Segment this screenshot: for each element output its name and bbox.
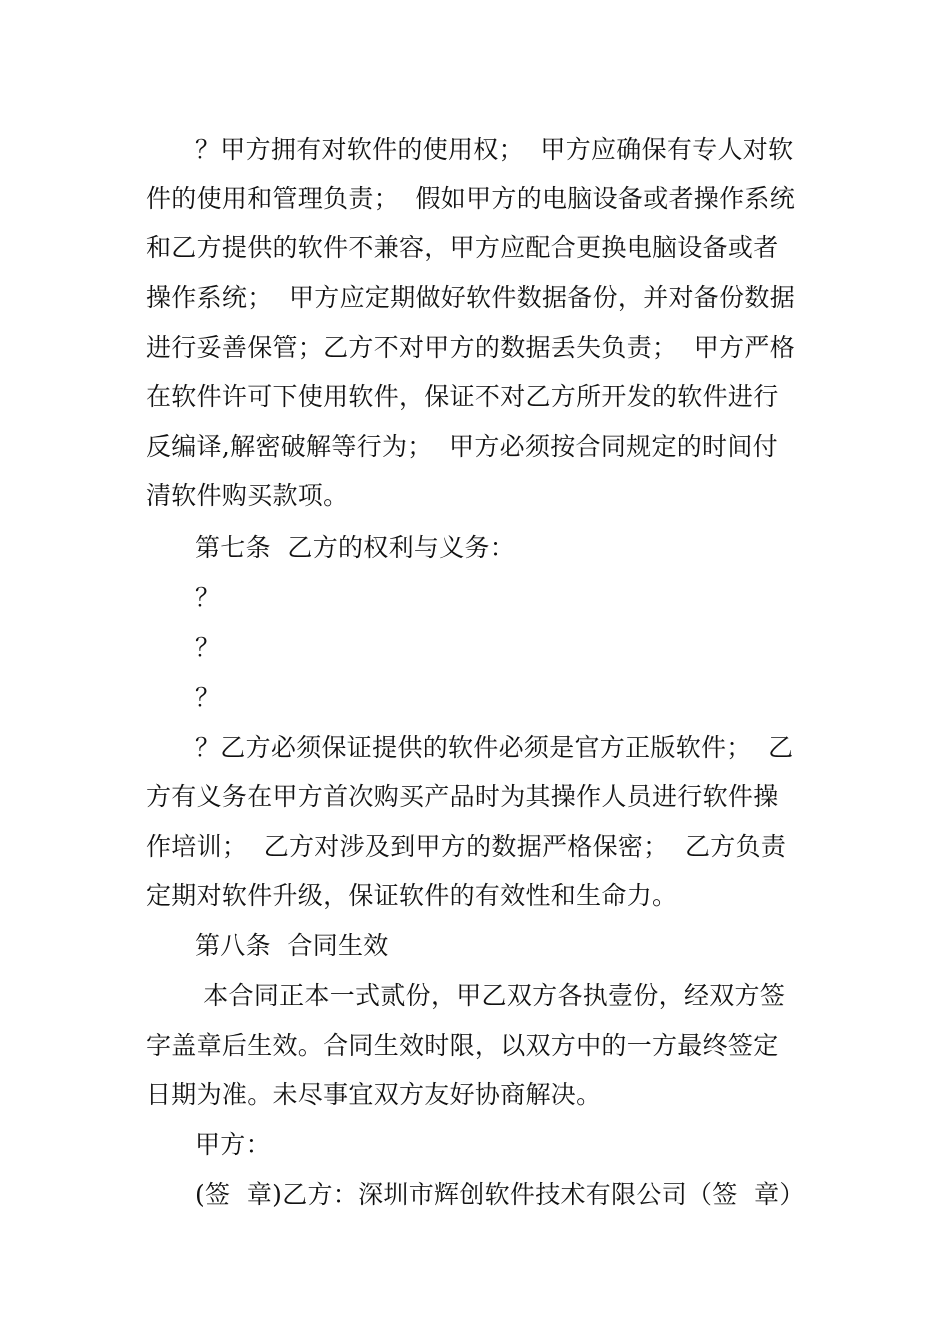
party-a-label: 甲方： [195, 1130, 271, 1159]
section-heading: 第七条 乙方的权利与义务： [195, 533, 516, 562]
paragraph-line: 定期对软件升级，保证软件的有效性和生命力。 [146, 881, 678, 910]
placeholder-line: ？ [195, 583, 221, 612]
paragraph-line: 清软件购买款项。 [146, 481, 349, 510]
paragraph-line: 日期为准。未尽事宜双方友好协商解决。 [146, 1080, 602, 1109]
section-heading: 第八条 合同生效 [195, 931, 389, 960]
paragraph-line: 反编译,解密破解等行为； 甲方必须按合同规定的时间付 [146, 432, 778, 461]
paragraph-line: ？甲方拥有对软件的使用权； 甲方应确保有专人对软 [195, 135, 794, 164]
signature-line: (签 章)乙方：深圳市辉创软件技术有限公司（签 章） [195, 1180, 805, 1209]
placeholder-line: ？ [195, 683, 221, 712]
paragraph-line: 操作系统； 甲方应定期做好软件数据备份，并对备份数据 [146, 283, 795, 312]
paragraph-line: 字盖章后生效。合同生效时限，以双方中的一方最终签定 [146, 1031, 779, 1060]
paragraph-line: 件的使用和管理负责； 假如甲方的电脑设备或者操作系统 [146, 184, 795, 213]
paragraph-line: ？乙方必须保证提供的软件必须是官方正版软件； 乙 [195, 733, 794, 762]
placeholder-line: ？ [195, 633, 221, 662]
paragraph-line: 方有义务在甲方首次购买产品时为其操作人员进行软件操 [146, 782, 779, 811]
paragraph-line: 本合同正本一式贰份，甲乙双方各执壹份，经双方签 [195, 981, 786, 1010]
paragraph-line: 作培训； 乙方对涉及到甲方的数据严格保密； 乙方负责 [146, 832, 787, 861]
paragraph-line: 和乙方提供的软件不兼容，甲方应配合更换电脑设备或者 [146, 233, 779, 262]
paragraph-line: 在软件许可下使用软件，保证不对乙方所开发的软件进行 [146, 382, 779, 411]
paragraph-line: 进行妥善保管；乙方不对甲方的数据丢失负责； 甲方严格 [146, 333, 795, 362]
